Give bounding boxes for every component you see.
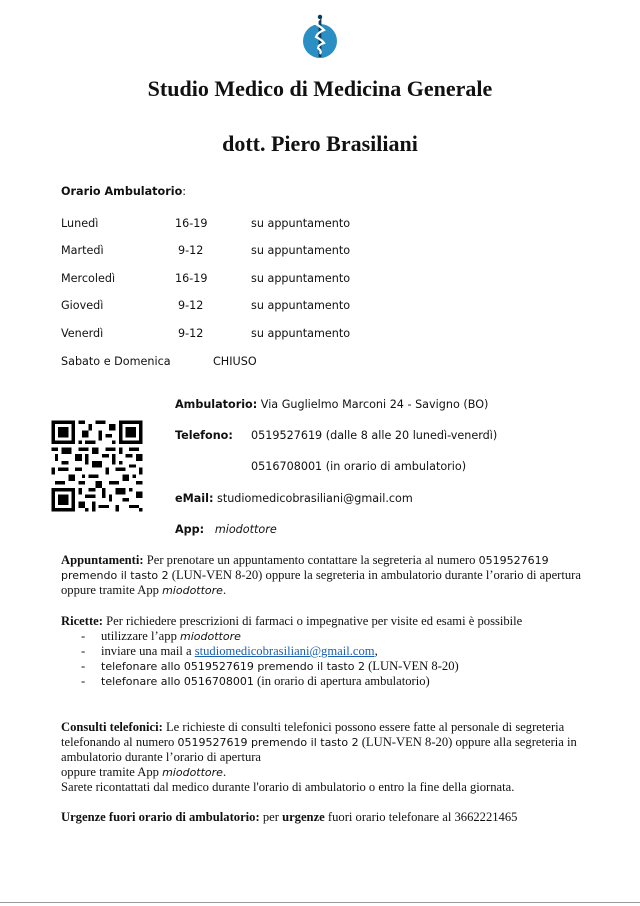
schedule-note: su appuntamento (251, 299, 351, 312)
schedule-note: su appuntamento (251, 217, 351, 230)
schedule-day: Mercoledì (61, 272, 116, 285)
schedule-note: su appuntamento (251, 244, 351, 257)
schedule-note: su appuntamento (251, 272, 351, 285)
urgenze-section: Urgenze fuori orario di ambulatorio: per urgenze fuori orario telefonare al 3662221465 (61, 810, 518, 824)
schedule-hours: 16-19 (175, 217, 208, 230)
schedule-heading: Orario Ambulatorio: (61, 185, 187, 198)
schedule-hours: 16-19 (175, 272, 208, 285)
list-item: - inviare una mail a studiomedicobrasiliani@gmail.com, (61, 644, 591, 659)
caduceus-icon (302, 13, 338, 59)
schedule-hours: 9-12 (178, 299, 204, 312)
qr-code-icon (48, 417, 146, 515)
phone-number-1: 0519527619 (dalle 8 alle 20 lunedì-venerdì) (251, 429, 498, 442)
schedule-day: Lunedì (61, 217, 99, 230)
app-line: App: miodottore (175, 523, 277, 536)
doctor-name: dott. Piero Brasiliani (222, 131, 418, 156)
schedule-day: Venerdì (61, 327, 104, 340)
schedule-weekend-day: Sabato e Domenica (61, 355, 171, 368)
schedule-hours: 9-12 (178, 244, 204, 257)
schedule-hours: 9-12 (178, 327, 204, 340)
email-link[interactable]: studiomedicobrasiliani@gmail.com (194, 644, 375, 658)
page-title: Studio Medico di Medicina Generale (147, 76, 493, 101)
list-item: - telefonare allo 0516708001 (in orario di apertura ambulatorio) (61, 674, 591, 689)
phone-number-2: 0516708001 (in orario di ambulatorio) (251, 460, 467, 473)
address-line: Ambulatorio: Via Guglielmo Marconi 24 - Savigno (BO) (175, 398, 489, 411)
phone-label: Telefono: (175, 429, 233, 442)
schedule-day: Giovedì (61, 299, 104, 312)
page-bottom-rule (0, 902, 640, 903)
consulti-section: Consulti telefonici: Le richieste di consulti telefonici possono essere fatte al personale di segreteria telefonando al numero 0519527619 premendo il tasto 2 (LUN-VEN 8-20) oppure alla segreteria in ambulatorio durante l’orario di apertura oppure tramite App miodottore. Sarete ricontattati dal medico durante l'orario di ambulatorio o entro la fine della giornata. (61, 720, 577, 794)
schedule-weekend-status: CHIUSO (213, 355, 257, 368)
schedule-day: Martedì (61, 244, 104, 257)
schedule-note: su appuntamento (251, 327, 351, 340)
list-item: - telefonare allo 0519527619 premendo il tasto 2 (LUN-VEN 8-20) (61, 659, 591, 674)
list-item: - utilizzare l’app miodottore (61, 629, 591, 644)
email-address[interactable]: studiomedicobrasiliani@gmail.com (216, 492, 413, 505)
email-line: eMail: studiomedicobrasiliani@gmail.com (175, 492, 413, 505)
ricette-section: Ricette: Per richiedere prescrizioni di farmaci o impegnative per visite ed esami è possibile - utilizzare l’app miodottore - inviare una mail a studiomedicobrasiliani@gmail.com, - telefonare allo 0519527619 premendo il tasto 2 (LUN-VEN 8-20) - telefonare allo 0516708001 (in orario di apertura ambulatorio) (61, 614, 591, 689)
appuntamenti-section: Appuntamenti: Per prenotare un appuntamento contattare la segreteria al numero 0519527619 premendo il tasto 2 (LUN-VEN 8-20) oppure la segreteria in ambulatorio durante l’orario di apertura oppure tramite App miodottore. (61, 553, 581, 597)
